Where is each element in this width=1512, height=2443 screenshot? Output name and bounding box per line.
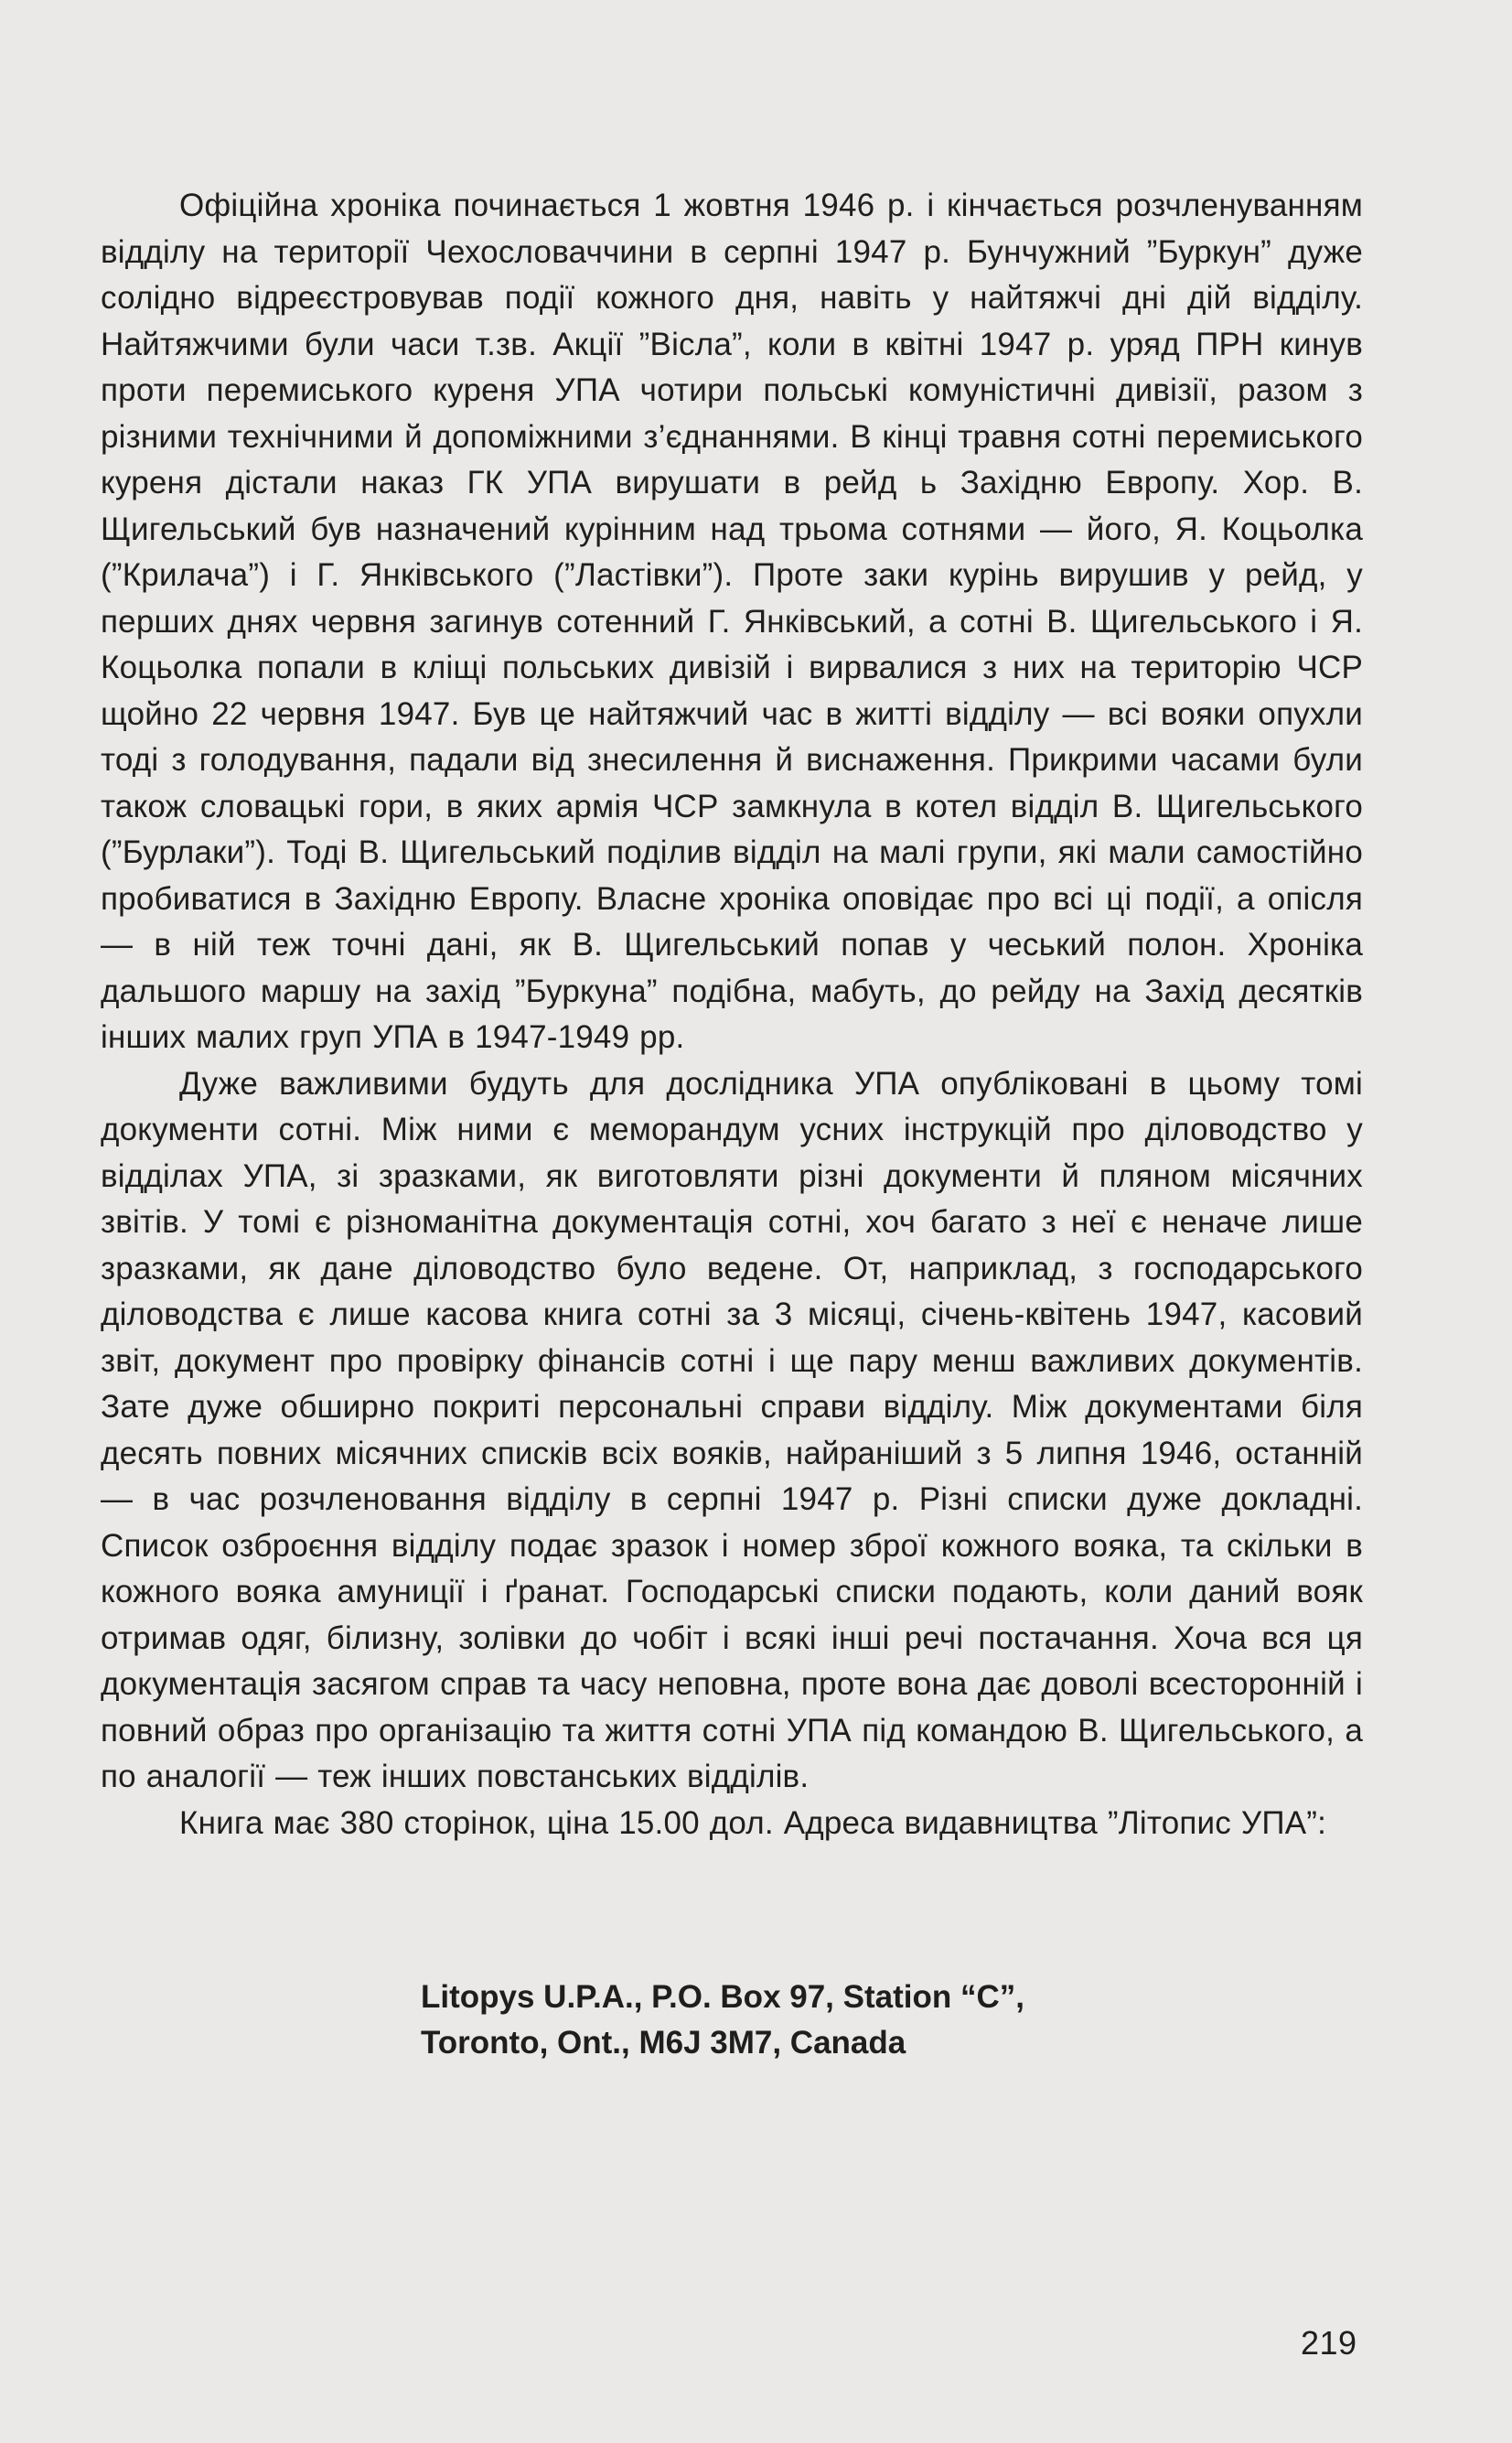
page-number: 219 <box>1301 2324 1357 2362</box>
paragraph-book-info: Книга має 380 сторінок, ціна 15.00 дол. Адреса видавництва ”Літопис УПА”: <box>179 1804 1327 1841</box>
body-text <box>101 183 1363 1846</box>
address-line-2: Toronto, Ont., M6J 3M7, Canada <box>421 2025 906 2061</box>
paragraph-chronicle: Офіційна хроніка починається 1 жовтня 1946 р. і кінчається розчленуванням відділу на території Чехословаччини в серпні 1947 р. Бунчужний ”Буркун” дуже солідно відреєстровував події кожного дня, навіть у найтяжчі дні дій відділу. Найтяжчими були часи т.зв. Акції ”Вісла”, коли в квітні 1947 р. уряд ПРН кинув проти перемиського куреня УПА чотири польські комуністичні дивізії, разом з різними технічними й допоміжними з’єднаннями. В кінці травня сотні перемиського куреня дістали наказ ГК УПА вирушати в рейд ь Західню Европу. Хор. В. Щигельський був назначений курінним над трьома сотнями — його, Я. Коцьолка (”Крилача”) і Г. Янківського (”Ластівки”). Проте заки курінь вирушив у рейд, у перших днях червня загинув сотенний Г. Янківський, а сотні В. Щигельського і Я. Коцьолка попали в кліщі польських дивізій і вирвалися з них на територію ЧСР щойно 22 червня 1947. Був це найтяжчий час в житті відділу — всі вояки опухли тоді з голодування, падали від знесилення й виснаження. Прикрими часами були також словацькі гори, в яких армія ЧСР замкнула в котел відділ В. Щигельського (”Бурлаки”). Тоді В. Щигельський поділив відділ на малі групи, які мали самостійно пробиватися в Західню Европу. Власне хроніка оповідає про всі ці події, а опісля — в ній теж точні дані, як В. Щигельський попав у чеський полон. Хроніка дальшого маршу на захід ”Буркуна” подібна, мабуть, до рейду на Захід десятків інших малих груп УПА в 1947-1949 рр. <box>101 188 1363 1055</box>
publisher-address <box>421 1975 1024 2066</box>
paragraph-documents: Дуже важливими будуть для дослідника УПА опубліковані в цьому томі документи сотні. Між ними є меморандум усних інструкцій про діловодство у відділах УПА, зі зразками, як виготовляти різні документи й пляном місячних звітів. У томі є різноманітна документація сотні, хоч багато з неї є неначе лише зразками, як дане діловодство було ведене. От, наприклад, з господарського діловодства є лише касова книга сотні за 3 місяці, січень-квітень 1947, касовий звіт, документ про провірку фінансів сотні і ще пару менш важливих документів. Зате дуже обширно покриті персональні справи відділу. Між документами біля десять повних місячних списків всіх вояків, найраніший з 5 липня 1946, останній — в час розчленовання відділу в серпні 1947 р. Різні списки дуже докладні. Список озброєння відділу подає зразок і номер зброї кожного вояка, та скільки в кожного вояка амуниції і ґранат. Господарські списки подають, коли даний вояк отримав одяг, білизну, золівки до чобіт і всякі інші речі постачання. Хоча вся ця документація засягом справ та часу неповна, проте вона дає доволі всесторонній і повний образ про організацію та життя сотні УПА під командою В. Щигельського, а по аналогії — теж інших повстанських відділів. <box>101 1065 1363 1794</box>
address-line-1: Litopys U.P.A., P.O. Box 97, Station “C”, <box>421 1979 1024 2015</box>
